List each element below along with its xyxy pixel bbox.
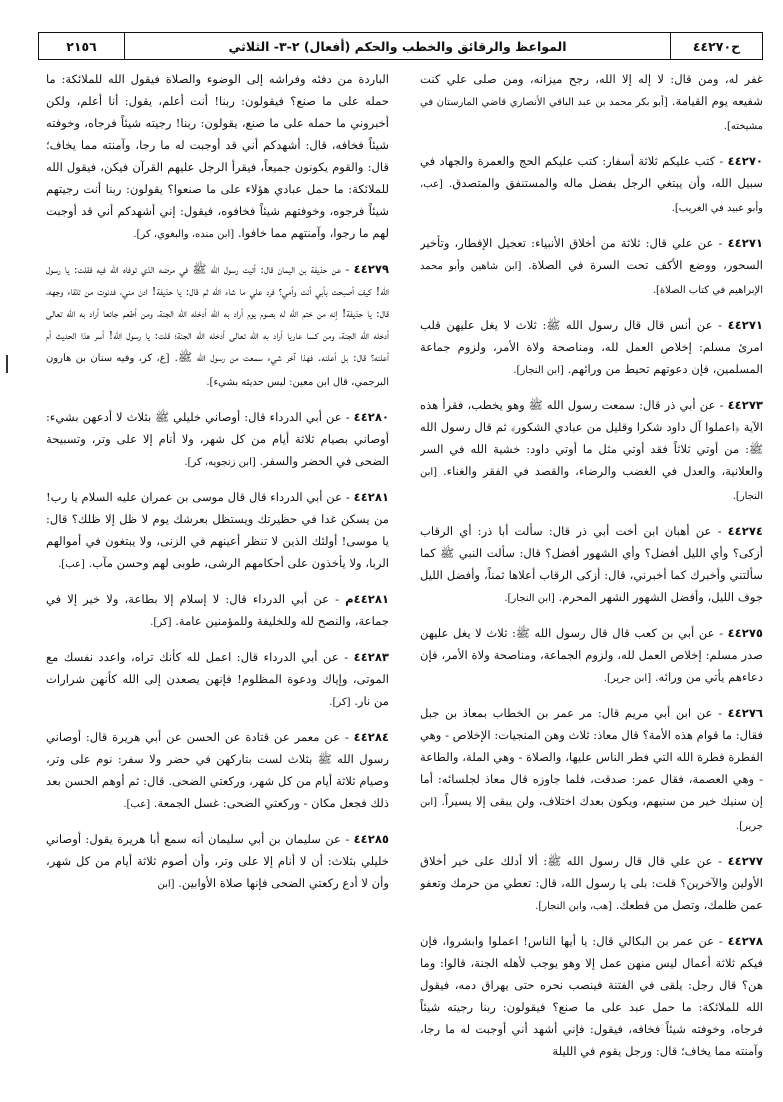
hadith-text: - عن أبي الدرداء قال: أوصاني خليلي ﷺ بثلاث لا أدعهن بشيء: أوصاني بصيام ثلاثة أيام من كل شهر، ولا أنام إلا على وتر، وتسبيحة الضحى في الحضر والسفر. (46, 410, 389, 468)
hadith-number: ٤٤٢٨٠ (353, 410, 389, 424)
hadith-number: ٤٤٢٨١م (345, 592, 389, 606)
source-citation: [ابن شاهين وأبو محمد الإبراهيم في كتاب الصلاة]. (420, 261, 763, 296)
hadith-entry (420, 394, 763, 508)
hadith-number: ٤٤٢٨٥ (353, 832, 389, 846)
source-citation: [ع، كر، وفيه سنان بن هارون البرجمي، قال ابن معين: ليس حديثه بشيء]. (46, 353, 389, 388)
source-citation: [ابن جرير]. (603, 673, 652, 684)
hadith-text: غفر له، ومن قال: لا إله إلا الله، رجح ميزانه، ومن صلى علي كنت شفيعه يوم القيامة. (420, 72, 763, 108)
source-citation: [هب، وابن النجار]. (535, 901, 613, 912)
hadith-text: - عن ابن أبي مريم قال: مر عمر بن الخطاب بمعاذ بن جبل فقال: ما قوام هذه الأمة؟ قال معاذ: ثلاث وهن المنجيات: الإخلاص - وهي الفطرة فطرة الله التي فطر الناس عليها، والصلاة - وهي الملة، والطاعة - وهي العصمة، فقال عمر: صدقت، فلما جاوزه قال معاذ لجلسائه: أما إن سنيك خير من سنيهم، ويكون بعدك اختلاف، ولن يبقى إلا يسيراً. (420, 706, 763, 808)
hadith-entry (420, 314, 763, 382)
hadith-entry (420, 232, 763, 302)
source-citation: [كر]. (329, 697, 351, 708)
hadith-entry (420, 702, 763, 838)
hadith-entry (46, 646, 389, 714)
hadith-text: الباردة من دفئه وفراشه إلى الوضوء والصلاة فيقول الله للملائكة: ما حمله على ما صنع؟ فيقولون: ربنا! أنت أعلم، يقول: أنا أعلم، ولكن أخبروني ما حمله على ما صنع، يقولون: ربنا! رجيته شيئاً فرجاه، وخوفته شيئاً فخافه، قال: أشهدكم أني قد أوجبت له ما رجا، وآمنته مما يخاف؛ قال: والقوم يكونون جميعاً، فيقرأ الرجل عليهم القرآن فيكن، فيقول الله للملائكة: ما حمل عبادي هؤلاء على ما صنعوا؟ يقولون: ربنا أنت رجيتهم شيئاً فرجوه، وخوفتهم شيئاً فخافوه، فيقول: إني أشهدكم أني قد أوجبت لهم ما رجوا، وآمنتهم مما خافوا. (46, 72, 389, 240)
hadith-entry (420, 150, 763, 220)
hadith-entry (420, 622, 763, 690)
hadith-text: - عن أبي بن كعب قال قال رسول الله ﷺ: ثلاث لا يغل عليهن صدر مسلم: إخلاص العمل لله، ولزوم الجماعة، ومناصحة ولاة الأمر، فإن دعاءهم يأتي من ورائه. (420, 626, 763, 684)
source-citation: [ابن النجار]. (513, 365, 564, 376)
source-citation: [ابن (157, 879, 175, 890)
section-title: المواعظ والرقائق والخطب والحكم (أفعال) ٢-٣- الثلاثي (228, 38, 567, 54)
hadith-number: ٤٤٢٨٣ (353, 650, 389, 664)
hadith-entry (46, 828, 389, 896)
hadith-entry (420, 930, 763, 1062)
hadith-text: - عن عمر بن البكالي قال: يا أيها الناس! اعملوا وابشروا، فإن فيكم ثلاثة أعمال ليس منهن عمل إلا وهو يوجب لأهله الجنة، قالوا: وما هن؟ قال رجل: يلقى في الفتنة فينصب نحره حتى يهراق دمه، فيقول الله للملائكة: ما حمل عبد على ما صنع؟ فيقولون: ربنا رجيته شيئاً فرجاه، وخوفته شيئاً فخافه، فيقول: فإني أشهد أني أوجبت له ما رجا، وآمنته مما يخاف؛ قال: ورجل يقوم في الليلة (420, 934, 763, 1058)
left-text-column (46, 68, 389, 1088)
hadith-entry (420, 68, 763, 138)
source-citation: [عب، وأبو عبيد في الغريب]. (420, 179, 763, 214)
hadith-number: ٤٤٢٧٦ (727, 706, 763, 720)
hadith-entry (46, 406, 389, 474)
hadith-text: - عن حذيفة بن اليمان قال: أتيت رسول الله ﷺ في مرضه الذي توفاه الله فيه فقلت: يا رسول الله! كيف أصبحت بأبي أنت وأمي؟ فرد علي ما شاء الله ثم قال: يا حذيفة! ادن مني، فدنوت من تلقاء وجهه، قال: يا حذيفة! إنه من ختم الله له بصوم يوم أراد به الله أدخله الله الجنة، ومن أطعم جائعا أراد به الله تعالى أدخله الله الجنة، ومن كسا عاريا أراد به الله تعالى أدخله الله الجنة؛ قلت: يا رسول الله! أسر هذا الحديث أم أعلنه؟ قال: بل أعلنه. فهذا آخر شيء سمعت من رسول الله ﷺ. (46, 262, 389, 364)
hadith-text: - عن أبي الدرداء قال: لا إسلام إلا بطاعة، ولا خير إلا في جماعة، والنصح لله وللخليفة وللمؤمنين عامة. (46, 592, 389, 628)
running-header (38, 32, 763, 60)
source-citation: [ابن زنجويه، كر]. (184, 457, 256, 468)
hadith-number: ٤٤٢٧٧ (727, 854, 763, 868)
hadith-entry (46, 726, 389, 816)
hadith-number: ٤٤٢٧٤ (727, 524, 763, 538)
hadith-text: - عن علي قال قال رسول الله ﷺ: ألا أدلك على خير أخلاق الأولين والآخرين؟ قلت: بلى يا رسول الله، قال: تعطي من حرمك وتعفو عمن ظلمك، وتصل من قطعك. (420, 854, 763, 912)
hadith-number: ٤٤٢٧٣ (727, 398, 763, 412)
source-citation: [أبو بكر محمد بن عبد الباقي الأنصاري قاضي المارستان في مشيخته]. (420, 97, 763, 132)
hadith-range-code: ح٤٤٢٧٠ (670, 33, 762, 59)
source-citation: [عب]. (123, 799, 151, 810)
hadith-number: ٤٤٢٨١ (353, 490, 389, 504)
hadith-text: - عن أبي الدرداء قال قال موسى بن عمران عليه السلام يا رب! من يسكن غدا في حظيرتك ويستظل بعرشك يوم لا ظل إلا ظلك؟ قال: يا موسى! أولئك الذين لا تنظر أعينهم في الزنى، ولا يبتغون في أموالهم الربا، ولا يأخذون على أحكامهم الرشى، طوبى لهم وحسن مآب. (46, 490, 389, 570)
source-citation: [عب]. (58, 559, 85, 570)
page-number: ٢١٥٦ (39, 33, 125, 59)
hadith-entry (420, 520, 763, 610)
hadith-text: - عن أبي الدرداء قال: اعمل لله كأنك تراه، واعدد نفسك مع الموتى، وإياك ودعوة المظلوم! فإنهن يصعدن إلى الله كأنهن شرارات من نار. (46, 650, 389, 708)
source-citation: [ابن النجار]. (504, 593, 555, 604)
hadith-number: ٤٤٢٧٠ (727, 154, 763, 168)
hadith-text: - عن معمر عن قتادة عن الحسن عن أبي هريرة قال: أوصاني رسول الله ﷺ بثلاث لست بتاركهن في حضر ولا سفر: نوم على وتر، وصيام ثلاثة أيام من كل شهر، وركعتي الضحى. قال: ثم أوهم الحسن بعد ذلك فجعل مكان - وركعتي الضحى: غسل الجمعة. (46, 730, 389, 810)
hadith-text: - عن سليمان بن أبي سليمان أنه سمع أبا هريرة يقول: أوصاني خليلي بثلاث: أن لا أنام إلا على وتر، وأن أصوم ثلاثة أيام من كل شهر، وأن لا أدع ركعتي الضحى فإنها صلاة الأوابين. (46, 832, 389, 890)
hadith-number: ٤٤٢٧٩ (353, 262, 389, 276)
hadith-text: - كتب عليكم ثلاثة أسفار: كتب عليكم الحج والعمرة والجهاد في سبيل الله، وأن يبتغي الرجل بفضل ماله والمستنفق والمتصدق. (420, 154, 763, 190)
hadith-text: - عن أهبان ابن أخت أبي ذر قال: سألت أبا ذر: أي الرقاب أزكى؟ وأي الليل أفضل؟ وأي الشهور أفضل؟ قال: سألت النبي ﷺ كما سألتني وأخبرك كما أخبرني، قال: أزكى الرقاب أعلاها ثمناً، وأفضل الليل جوف الليل، وأفضل الشهور الشهر المحرم. (420, 524, 763, 604)
source-citation: [ابن جرير]. (420, 797, 763, 832)
hadith-entry (46, 258, 389, 394)
hadith-entry (46, 588, 389, 634)
source-citation: [كر]. (150, 617, 172, 628)
hadith-entry (420, 850, 763, 918)
hadith-entry (46, 486, 389, 576)
hadith-text: - عن علي قال: ثلاثة من أخلاق الأنبياء: تعجيل الإفطار، وتأخير السحور، ووضع الأكف تحت السرة في الصلاة. (420, 236, 763, 272)
hadith-text: - عن أبي ذر قال: سمعت رسول الله ﷺ وهو يخطب، فقرأ هذه الآية ﴿اعملوا آل داود شكرا وقليل من عبادي الشكور﴾ ثم قال رسول الله ﷺ: من أوتي ثلاثاً فقد أوتي مثل ما أوتي داود: خشية الله في السر والعلانية، والعدل في الغضب والرضاء، والقصد في الفقر والغناء. (420, 398, 763, 478)
source-citation: [ابن النجار]. (420, 467, 763, 502)
hadith-number: ٤٤٢٧١ (727, 236, 763, 250)
margin-mark (6, 355, 8, 373)
hadith-text: - عن أنس قال قال رسول الله ﷺ: ثلاث لا يغل عليهن قلب امرئ مسلم: إخلاص العمل لله، ومناصحة ولاة الأمر، ولزوم جماعة المسلمين، فإن دعوتهم تحيط من ورائهم. (420, 318, 763, 376)
hadith-number: ٤٤٢٧٥ (727, 626, 763, 640)
right-text-column (420, 68, 763, 1088)
hadith-number: ٤٤٢٧١ (727, 318, 763, 332)
source-citation: [ابن منده، والبغوي، كر]. (133, 229, 235, 240)
hadith-number: ٤٤٢٨٤ (353, 730, 389, 744)
hadith-entry (46, 68, 389, 246)
hadith-number: ٤٤٢٧٨ (727, 934, 763, 948)
